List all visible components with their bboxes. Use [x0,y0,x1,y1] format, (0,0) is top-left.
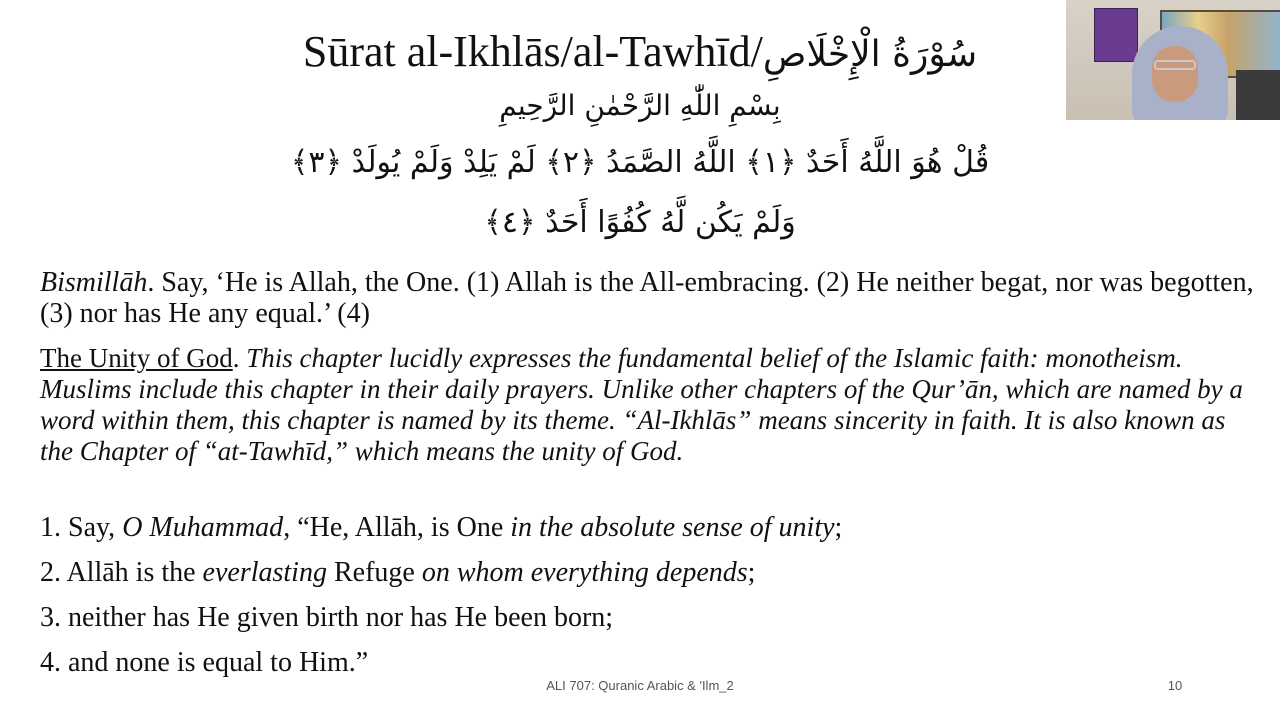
slide-title [180,26,1100,81]
verse-1-part-a: 1. Say, [40,512,123,543]
verse-explanation-4: 4. and none is equal to Him.” [40,647,369,678]
webcam-video-thumbnail[interactable] [1066,0,1280,120]
verse-2-part-a: 2. Allāh is the [40,557,203,588]
verse-2-part-e: ; [747,557,756,588]
title-arabic: سُوْرَةُ الْإِخْلَاصِ [762,34,978,75]
verse-1-part-c: , “He, Allāh, is One [283,512,511,543]
verse-1-part-e: ; [834,512,843,543]
presenter-face [1152,46,1198,102]
commentary-heading: The Unity of God [40,343,233,373]
wall-poster [1094,8,1138,62]
bismillah-word: Bismillāh [40,267,148,298]
ayah-line-1: قُلْ هُوَ اللَّهُ أَحَدٌ ﴿١﴾ اللَّهُ الصَّمَدُ ﴿٢﴾ لَمْ يَلِدْ وَلَمْ يُولَدْ ﴿٣﴾ [290,145,990,180]
verse-explanation-3: 3. neither has He given birth nor has He been born; [40,602,614,633]
translation-paragraph [40,267,1255,329]
shelf [1236,70,1280,120]
commentary-text: This chapter lucidly expresses the fundamental belief of the Islamic faith: monotheism. Muslims include this chapter in their daily prayers. Unlike other chapters of the Qur’ān, which are named by a word within them, this chapter is named by its theme. “Al-Ikhlās” means sincerity in faith. It is also known as the Chapter of “at-Tawhīd,” which means the unity of God. [40,343,1243,466]
verse-2-part-c: Refuge [326,557,422,588]
slide-footer: ALI 707: Quranic Arabic & 'Ilm_2 [546,678,734,693]
verse-2-part-d: on whom everything depends [421,557,748,588]
verse-1-part-d: in the absolute sense of unity [510,512,835,543]
slide-page-number: 10 [1167,678,1183,693]
verse-explanation-2 [40,556,1040,590]
commentary-heading-period: . [232,343,240,373]
translation-text: . Say, ‘He is Allah, the One. (1) Allah is the All-embracing. (2) He neither begat, nor was begotten, (3) nor has He any equal.’ (4) [40,267,1254,329]
verse-1-part-b: O Muhammad [122,512,284,543]
basmala-text: بِسْمِ اللّٰهِ الرَّحْمٰنِ الرَّحِيمِ [499,89,781,122]
glasses-icon [1154,60,1196,70]
verse-2-part-b: everlasting [202,557,327,588]
verse-explanation-1 [40,511,1040,545]
commentary-paragraph [40,343,1255,467]
ayah-line-2: وَلَمْ يَكُن لَّهُ كُفُوًا أَحَدٌ ﴿٤﴾ [484,205,796,240]
title-latin: Sūrat al-Ikhlās/al-Tawhīd/ [302,27,763,76]
